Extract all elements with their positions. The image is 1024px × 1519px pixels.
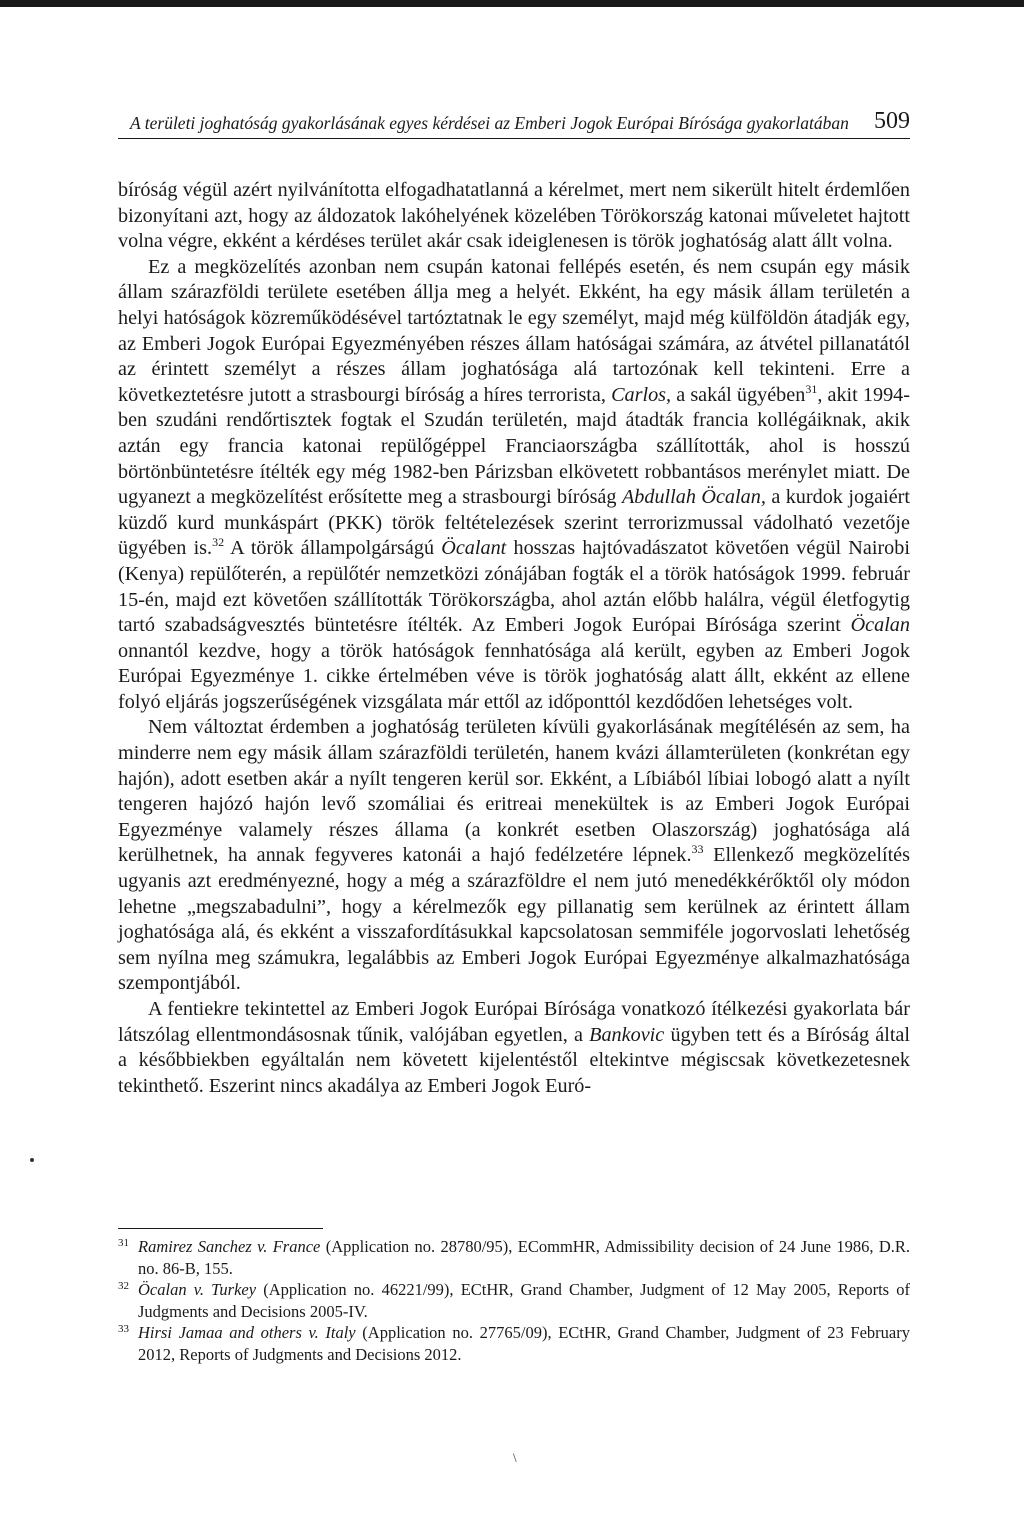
footnote-ref-31[interactable]: 31 — [805, 381, 818, 396]
case-name-carlos: Carlos, — [611, 383, 672, 406]
paragraph-2-text-c: , akit 1994-ben szudáni rendőrtisztek fogtak el Szudán területén, majd átadták francia kollégáiknak, akik aztán egy francia katonai repülőgéppel Franciaországba szállították, ahol is hosszú börtönbüntetésre ítélték egy még 1982-ben Párizsban elkövetett robbantásos merénylet miatt. De ugyanezt a megközelítést erősítette meg a strasbourgi bíróság — [118, 383, 910, 509]
running-header-title: A területi joghatóság gyakorlásának egyes kérdései az Emberi Jogok Európai Bírósága gyakorlatában — [130, 113, 849, 133]
footnote-text: (Application no. 46221/99), ECtHR, Grand Chamber, Judgment of 12 May 2005, Reports of Judgments and Decisions 2005-IV. — [138, 1280, 910, 1321]
main-text — [118, 178, 910, 1099]
footnote-number: 33 — [118, 1323, 129, 1335]
footnote-33 — [118, 1322, 910, 1365]
paragraph-4 — [118, 997, 910, 1099]
case-name-ocalant: Öcalant — [441, 537, 507, 560]
footnote-text: (Application no. 27765/09), ECtHR, Grand Chamber, Judgment of 23 February 2012, Reports of Judgments and Decisions 2012. — [138, 1323, 910, 1364]
footnote-number: 32 — [118, 1280, 129, 1292]
paragraph-4-text-b: ügyben tett és a Bíróság által a későbbiekben egyáltalán nem követett kijelentéstől eltekintve mégiscsak következetesnek tekinthető. Eszerint nincs akadálya az Emberi Jogok Euró- — [118, 1023, 910, 1097]
footnote-ref-32[interactable]: 32 — [212, 535, 225, 550]
paragraph-2-text-b: a sakál ügyében — [671, 383, 806, 406]
footnote-ref-33[interactable]: 33 — [691, 842, 704, 857]
footnote-number: 31 — [118, 1237, 129, 1249]
scan-stray-mark: \ — [513, 1450, 517, 1465]
footnote-case-name: Hirsi Jamaa and others v. Italy — [138, 1323, 356, 1342]
paragraph-2 — [118, 255, 910, 716]
page-number: 509 — [874, 108, 910, 134]
paragraph-2-text-e: A török állampolgárságú — [224, 537, 442, 560]
paragraph-3 — [118, 715, 910, 997]
paragraph-1: bíróság végül azért nyilvánította elfogadhatatlanná a kérelmet, mert nem sikerült hitelt érdemlően bizonyítani azt, hogy az áldozatok lakóhelyének közelében Törökország katonai műveletet hajtott volna végre, ekként a kérdéses terület akár csak ideiglenesen is török joghatóság alatt állt volna. — [118, 179, 910, 253]
paragraph-2-text-a: Ez a megközelítés azonban nem csupán katonai fellépés esetén, és nem csupán egy másik állam szárazföldi területe esetében állja meg a helyét. Ekként, ha egy másik állam területén a helyi hatóságok közreműködésével tartóztatnak le egy személyt, majd még külföldön átadják egy, az Emberi Jogok Európai Egyezményében részes állam hatóságai számára, az átvétel pillanatától az érintett személyt a részes állam joghatósága alá tartozónak kell tekinteni. Erre a következtetésre jutott a strasbourgi bíróság a híres terrorista, — [118, 255, 910, 406]
paragraph-2-text-f: hosszas hajtóvadászatot követően végül Nairobi (Kenya) repülőterén, a repülőtér nemzetközi zónájában fogták el a török hatóságok 1999. február 15-én, majd ezt követően szállították Törökországba, ahol aztán előbb halálra, végül életfogytig tartó szabadságvesztés büntetésre ítélték. Az Emberi Jogok Európai Bírósága szerint — [118, 537, 910, 637]
case-name-abdullah-ocalan: Abdullah Öcalan, — [621, 486, 766, 509]
running-header — [118, 104, 910, 139]
paragraph-2-text-g: onnantól kezdve, hogy a török hatóságok fennhatósága alá került, egyben az Emberi Jogok Európai Egyezménye 1. cikke értelmében véve is török joghatóság alatt állt, ekként az ellene folyó eljárás jogszerűségének vizsgálata már ettől az időponttól kezdődően lehetséges volt. — [118, 639, 910, 713]
paragraph-2-text-d: a kurdok jogaiért küzdő kurd munkáspárt (PKK) török feltételezések szerint terrorizmussal vádolható vezetője ügyében is. — [118, 486, 910, 560]
footnote-31 — [118, 1236, 910, 1279]
paragraph-3-text-a: Nem változtat érdemben a joghatóság területen kívüli gyakorlásának megítélésén az sem, ha minderre nem egy másik állam szárazföldi területén, hanem kvázi államterületen (konkrétan egy hajón), adott esetben akár a nyílt tengeren kerül sor. Ekként, a Líbiából líbiai lobogó alatt a nyílt tengeren hajózó hajón levő szomáliai és eritreai menekültek is az Emberi Jogok Európai Egyezménye valamely részes állama (a konkrét esetben Olaszország) joghatósága alá kerülhetnek, ha annak fegyveres katonái a hajó fedélzetére lépnek. — [118, 716, 910, 867]
footnote-case-name: Öcalan v. Turkey — [138, 1280, 257, 1299]
paragraph-3-text-b: Ellenkező megközelítés ugyanis azt eredményezné, hogy a még a szárazföldre el nem jutó menedékkérőktől oly módon lehetne „megszabadulni”, hogy a kérelmezők egy pillanatig sem kerülnek az érintett állam joghatósága alá, és ekként a visszafordításukkal kapcsolatosan semmiféle jogorvoslati lehetőség sem nyílna meg számukra, legalábbis az Emberi Jogok Európai Egyezménye alkalmazhatósága szempontjából. — [118, 844, 910, 995]
case-name-ocalan: Öcalan — [850, 614, 910, 637]
paragraph-4-text-a: A fentiekre tekintettel az Emberi Jogok Európai Bírósága vonatkozó ítélkezési gyakorlata bár látszólag ellentmondásosnak tűnik, valójában egyetlen, a — [118, 998, 910, 1046]
scan-top-edge — [0, 0, 1024, 7]
footnote-separator — [118, 1228, 323, 1229]
footnotes — [118, 1236, 910, 1365]
scan-speck — [30, 1158, 34, 1162]
footnote-case-name: Ramirez Sanchez v. France — [138, 1237, 321, 1256]
footnote-text: (Application no. 28780/95), ECommHR, Admissibility decision of 24 June 1986, D.R. no. 86-B, 155. — [138, 1237, 911, 1278]
footnote-32 — [118, 1279, 910, 1322]
case-name-bankovic: Bankovic — [589, 1023, 665, 1046]
